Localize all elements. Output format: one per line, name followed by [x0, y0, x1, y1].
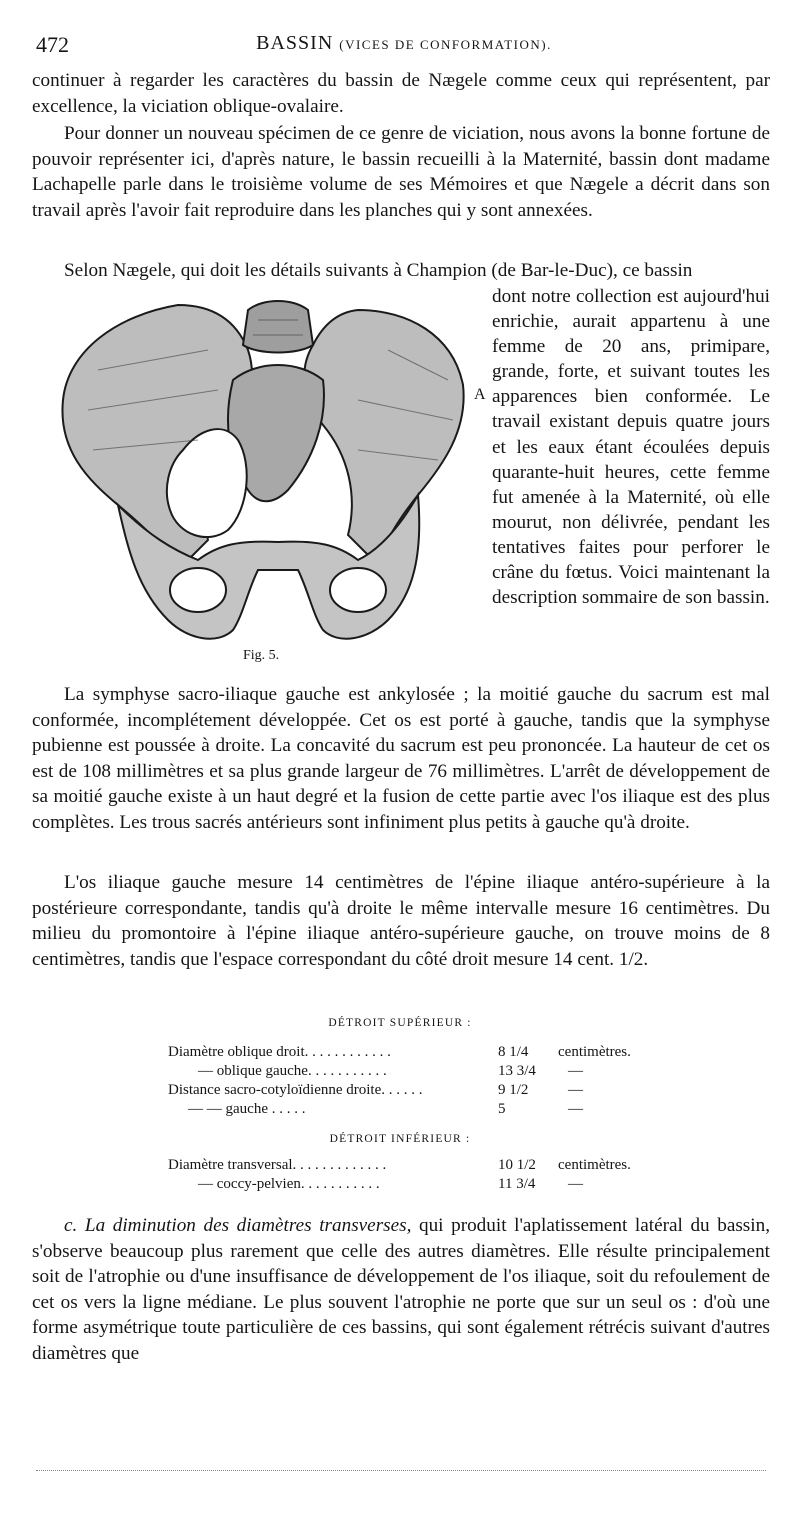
- row-label: Diamètre oblique droit. . . . . . . . . . . .: [168, 1044, 391, 1060]
- table-row: [168, 1156, 668, 1175]
- page-number: 472: [36, 32, 69, 57]
- table-row: [168, 1062, 668, 1081]
- pelvis-illustration: [58, 290, 470, 675]
- paragraph-4: [32, 682, 770, 835]
- row-label: Distance sacro-cotyloïdienne droite. . . . . .: [168, 1082, 423, 1098]
- running-head-subtitle: (VICES DE CONFORMATION).: [339, 37, 552, 52]
- row-unit: centimètres.: [558, 1044, 631, 1060]
- running-head: [28, 32, 780, 55]
- row-unit: —: [568, 1082, 583, 1098]
- detroit-superieur-table: [168, 1043, 668, 1119]
- paragraph-1-text: continuer à regarder les caractères du bassin de Nægele comme ceux qui représentent, par excellence, la viciation oblique-ovalaire.: [32, 70, 770, 117]
- paragraph-6-label: c. La diminution des diamètres transverses,: [64, 1215, 412, 1236]
- row-unit: —: [568, 1101, 583, 1117]
- paragraph-5: [32, 870, 770, 972]
- row-unit: centimètres.: [558, 1157, 631, 1173]
- paragraph-3-side: dont notre collection est aujourd'hui enrichie, aurait appartenu à une femme de 20 ans, primipare, grande, forte, et suivant toutes les apparences bien conformée. Le travail existant depuis quatre jours et les eaux étant écoulées depuis quarante-huit heures, cette femme fut amenée à la Maternité, où elle mourut, non délivrée, pendant les tentatives faites pour perforer le crâne du fœtus. Voici maintenant la description sommaire de son bassin.: [492, 286, 770, 609]
- page-header: [28, 30, 780, 58]
- row-label: Diamètre transversal. . . . . . . . . . . . .: [168, 1157, 387, 1173]
- footer-rule: [36, 1470, 766, 1471]
- row-value: 11 3/4: [498, 1176, 536, 1192]
- table-row: [168, 1043, 668, 1062]
- row-label: — coccy-pelvien. . . . . . . . . . .: [198, 1176, 380, 1192]
- paragraph-6-text: [32, 1213, 770, 1366]
- figure-letter-a: A: [474, 386, 486, 403]
- detroit-inferieur-table: [168, 1156, 668, 1194]
- pelvis-figure: [58, 290, 470, 675]
- paragraph-4-text: La symphyse sacro-iliaque gauche est ankylosée ; la moitié gauche du sacrum est mal conformée, incomplétement développée. Cet os est porté à gauche, tandis que la symphyse pubienne est poussée à droite. La concavité du sacrum est peu prononcée. La hauteur de cet os est de 108 millimètres et sa plus grande largeur de 76 millimètres. L'arrêt de développement de sa moitié gauche existe à un haut degré et la fusion de cette partie avec l'os iliaque est des plus complètes. Les trous sacrés antérieurs sont infiniment plus petits à gauche qu'à droite.: [32, 684, 770, 833]
- detroit-superieur-title: DÉTROIT SUPÉRIEUR :: [328, 1017, 472, 1029]
- row-value: 13 3/4: [498, 1063, 536, 1079]
- paragraph-2: [32, 121, 770, 223]
- paragraph-2-text: Pour donner un nouveau spécimen de ce genre de viciation, nous avons la bonne fortune de pouvoir représenter ici, d'après nature, le bassin recueilli à la Maternité, bassin dont madame Lachapelle parle dans le troisième volume de ses Mémoires et que Nægele a décrit dans son travail après l'avoir fait reproduire dans les planches qui y sont annexées.: [32, 123, 770, 221]
- row-value: 10 1/2: [498, 1157, 536, 1173]
- running-head-title: BASSIN: [256, 32, 334, 54]
- table-row: [168, 1100, 668, 1119]
- paragraph-5-text: L'os iliaque gauche mesure 14 centimètres de l'épine iliaque antéro-supérieure à la postérieure correspondante, tandis qu'à droite le même intervalle mesure 16 centimètres. Du milieu du promontoire à l'épine iliaque antéro-supérieure gauche, on trouve moins de 8 centimètres, tandis que l'espace correspondant du côté droit mesure 14 cent. 1/2.: [32, 872, 770, 970]
- row-unit: —: [568, 1063, 583, 1079]
- row-value: 8 1/4: [498, 1044, 529, 1060]
- paragraph-6: [32, 1213, 770, 1366]
- row-unit: —: [568, 1176, 583, 1192]
- table-row: [168, 1175, 668, 1194]
- paragraph-6-rest: qui produit l'aplatissement latéral du bassin, s'observe beaucoup plus rarement que celle des autres diamètres. Elle résulte principalement soit de l'atrophie ou d'une insuffisance de développement de l'os iliaque, soit du refoulement de cet os vers la ligne médiane. Le plus souvent l'atrophie ne porte que sur un seul os : d'où une forme asymétrique toute particulière de ces bassins, qui sont également rétrécis suivant d'autres diamètres que: [32, 1215, 770, 1364]
- row-label: — oblique gauche. . . . . . . . . . .: [198, 1063, 387, 1079]
- detroit-inferieur-title: DÉTROIT INFÉRIEUR :: [329, 1133, 471, 1145]
- row-value: 5: [498, 1101, 506, 1117]
- table-row: [168, 1081, 668, 1100]
- paragraph-3-intro: Selon Nægele, qui doit les détails suivants à Champion (de Bar-le-Duc), ce bassin: [64, 260, 693, 281]
- figure-caption: Fig. 5.: [243, 648, 280, 663]
- row-label: — — gauche . . . . .: [188, 1101, 306, 1117]
- row-value: 9 1/2: [498, 1082, 529, 1098]
- paragraph-1: [32, 68, 770, 119]
